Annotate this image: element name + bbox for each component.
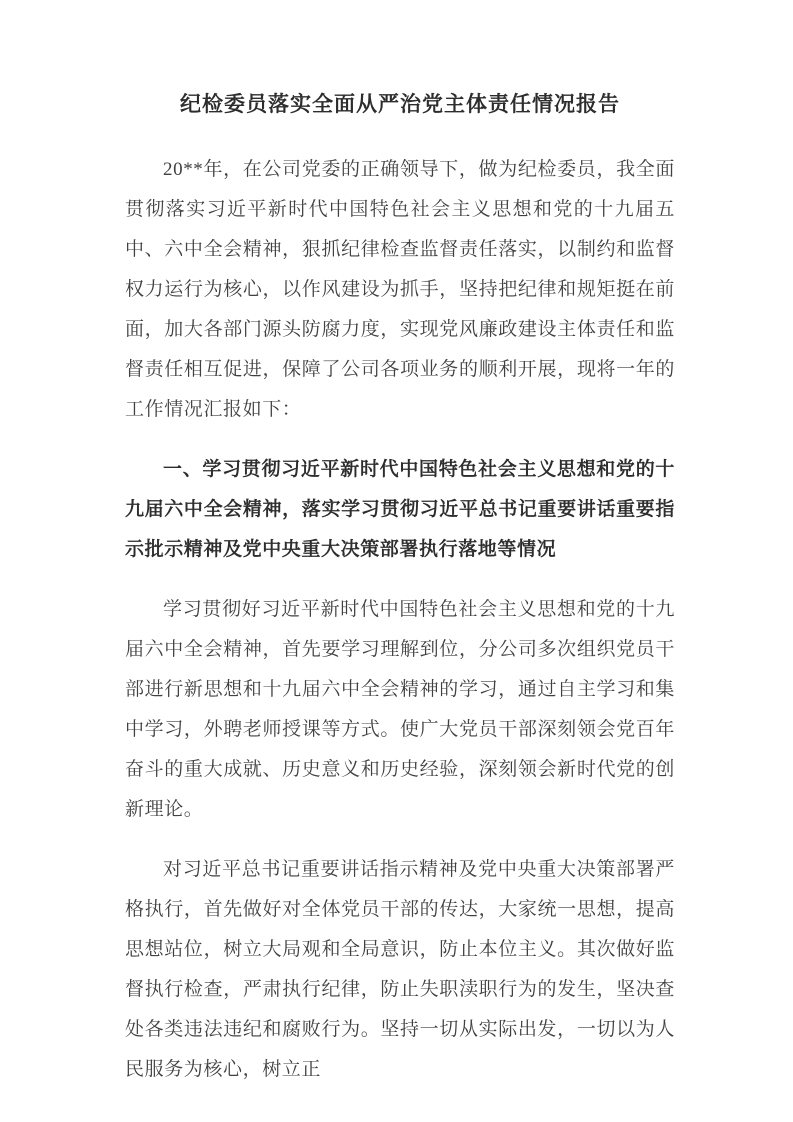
paragraph-study-implementation: 学习贯彻好习近平新时代中国特色社会主义思想和党的十九届六中全会精神，首先要学习理解到位，分公司多次组织党员干部进行新思想和十九届六中全会精神的学习，通过自主学习和集中学习，外聘老师授课等方式。使广大党员干部深刻领会党百年奋斗的重大成就、历史意义和历史经验，深刻领会新时代党的创新理论。 xyxy=(125,599,675,820)
section-heading-1: 一、学习贯彻习近平新时代中国特色社会主义思想和党的十九届六中全会精神，落实学习贯彻习近平总书记重要讲话重要指示批示精神及党中央重大决策部署执行落地等情况 xyxy=(125,459,675,560)
document-title: 纪检委员落实全面从严治党主体责任情况报告 xyxy=(180,92,620,116)
paragraph-intro: 20**年，在公司党委的正确领导下，做为纪检委员，我全面贯彻落实习近平新时代中国特色社会主义思想和党的十九届五中、六中全会精神，狠抓纪律检查监督责任落实，以制约和监督权力运行为核心，以作风建设为抓手，坚持把纪律和规矩挺在前面，加大各部门源头防腐力度，实现党风廉政建设主体责任和监督责任相互促进，保障了公司各项业务的顺利开展，现将一年的工作情况汇报如下： xyxy=(125,159,675,420)
paragraph-execution-supervision: 对习近平总书记重要讲话指示精神及党中央重大决策部署严格执行，首先做好对全体党员干部的传达，大家统一思想，提高思想站位，树立大局观和全局意识，防止本位主义。其次做好监督执行检查，严肃执行纪律，防止失职渎职行为的发生，坚决查处各类违法违纪和腐败行为。坚持一切从实际出发，一切以为人民服务为核心，树立正 xyxy=(125,859,675,1080)
